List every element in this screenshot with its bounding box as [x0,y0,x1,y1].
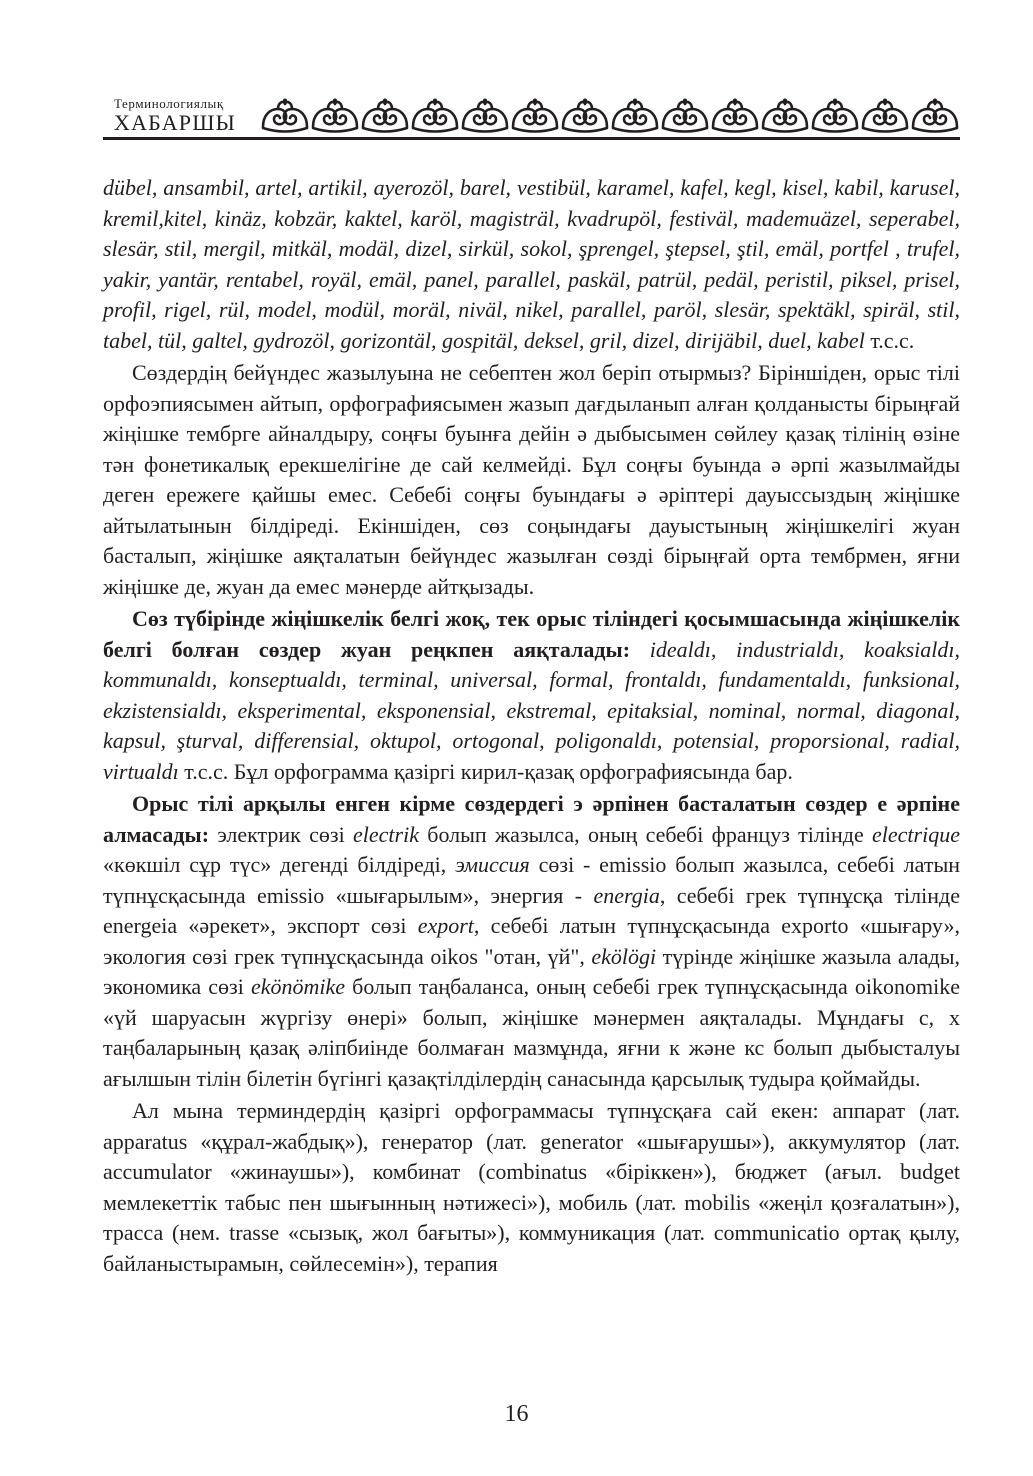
header-rule [103,137,960,140]
italic-text: idealdı, industrialdı, koaksialdı, kommunaldı, konseptualdı, terminal, universal, formal, frontaldı, fundamentaldı, funksional, ekzistensialdı, eksperimental, eksponensial, ekstremal, epitaksial, nominal, normal, diagonal, kapsul, şturval, differensial, oktupol, ortogonal, poligonaldı, potensial, proporsional, radial, virtualdı [103,636,961,784]
koshkar-muyiz-ornament-icon [260,97,960,135]
italic-text: energia [593,882,660,908]
body-text-run: түрінде жіңішке жазыла алады, экономика сөзі [103,943,961,999]
paragraph [103,173,960,356]
italic-text: эмиссия [455,852,530,877]
article-body [103,173,960,1279]
bold-text: Сөз түбірінде жіңішкелік белгі жоқ, тек орыс тіліндегі қосымшасында жіңішкелік белгі болған сөздер жуан реңкпен аяқталады: [103,606,960,662]
body-text-run: «көкшіл сұр түс» дегенді білдіреді, [103,852,456,877]
paragraph [103,358,960,602]
italic-text: electrique [872,821,960,847]
bold-text: Орыс тілі арқылы енген кірме сөздердегі э әрпінен басталатын сөздер е әрпіне алмасады: [103,791,960,847]
journal-title-line1: Терминологиялық [114,96,224,111]
paragraph [103,1096,960,1279]
italic-text: dübel, ansambil, artel, artikil, ayerozöl, barel, vestibül, karamel, kafel, kegl, kisel, kabil, karusel, kremil,kitel, kinäz, kobzär, kaktel, karöl, magisträl, kvadrupöl, festiväl, mademuäzel, seperabel, slesär, stil, mergil, mitkäl, modäl, dizel, sirkül, sokol, şprengel, ştepsel, ştil, emäl, portfel , trufel, yakir, yantär, rentabel, royäl, emäl, panel, parallel, paskäl, patrül, pedäl, peristil, piksel, prisel, profil, rigel, rül, model, modül, moräl, niväl, nikel, parallel, paröl, slesär, spektäkl, spiräl, stil, tabel, tül, galtel, gydrozöl, gorizontäl, gospitäl, deksel, gril, dizel, dirijäbil, duel, kabel [103,175,960,353]
running-header [103,96,960,140]
page-number: 16 [504,1401,529,1427]
italic-text: ekönömike [250,974,346,999]
paragraph [103,604,960,787]
body-text-run: Ал мына терминдердің қазіргі орфограммасы түпнұсқаға сай екен: аппарат (лат. apparatus «құрал-жабдық»), генератор (лат. generator «шығарушы»), аккумулятор (лат. accumulator «жинаушы»), комбинат (combinatus «біріккен»), бюджет (ағыл. budget мемлекеттік табыс пен шығынның нәтижесі»), мобиль (лат. mobilis «жеңіл қозғалатын»), трасса (нем. trasse «сызық, жол бағыты»), коммуникация (лат. communicatio ортақ қылу, байланыстырамын, сөйлесемін»), терапия [103,1098,960,1276]
body-text-run: электрик сөзі [209,821,353,847]
body-text-run: сөзі - emissio болып жазылса, себебі латын түпнұсқасында emissio «шығарылым», энергия - [103,852,960,908]
body-text-run: , себебі грек түпнұсқа тілінде energeia «әрекет», экспорт сөзі [103,882,960,938]
body-text-run [630,637,650,662]
journal-title [114,96,274,135]
paragraph [103,789,960,1094]
body-text-run: Сөздердің бейүндес жазылуына не себептен жол беріп отырмыз? Біріншіден, орыс тілі орфоэпиясымен айтып, орфографиясымен жазып дағдыланып алған қолданысты бірыңғай жіңішке тембрге айналдыру, соңғы буынға дейін ә дыбысымен сөйлеу қазақ тілінің өзіне тән фонетикалық ерекшелігіне де сай келмейді. Бұл соңғы буында ә әрпі жазылмайды деген ережеге қайшы емес. Себебі соңғы буындағы ә әріптері дауыссыздың жіңішке айтылатынын білдіреді. Екіншіден, сөз соңындағы дауыстының жіңішкелігі жуан басталып, жіңішке аяқталатын бейүндес жазылған сөзді бірыңғай орта тембрмен, яғни жіңішке де, жуан да емес мәнерде айтқызады. [103,360,960,599]
journal-title-line2: ХАБАРШЫ [114,110,237,135]
body-text-run: болып жазылса, оның себебі француз тілінде [418,821,873,847]
body-text-run: болып таңбаланса, оның себебі грек түпнұсқасында oikonomike «үй шаруасын жүргізу өнері» болып, жіңішке мәнермен аяқталады. Мұндағы с, х таңбаларының қазақ әліпбиінде болмаған мазмұнда, яғни к және кс болып дыбысталуы ағылшын тілін білетін бүгінгі қазақтілділердің санасында қарсылық тудыра қоймайды. [103,974,960,1091]
body-text-run: , себебі латын түпнұсқасында exporto «шығару», экология сөзі грек түпнұсқасында oikos "отан, үй", [103,913,960,969]
italic-text: export [417,913,474,938]
body-text-run: т.с.с. Бұл орфограмма қазіргі кирил-қазақ орфографиясында бар. [178,758,793,784]
italic-text: electrik [353,821,419,847]
body-text-run: т.с.с. [864,327,915,353]
italic-text: ekölögi [591,943,657,969]
